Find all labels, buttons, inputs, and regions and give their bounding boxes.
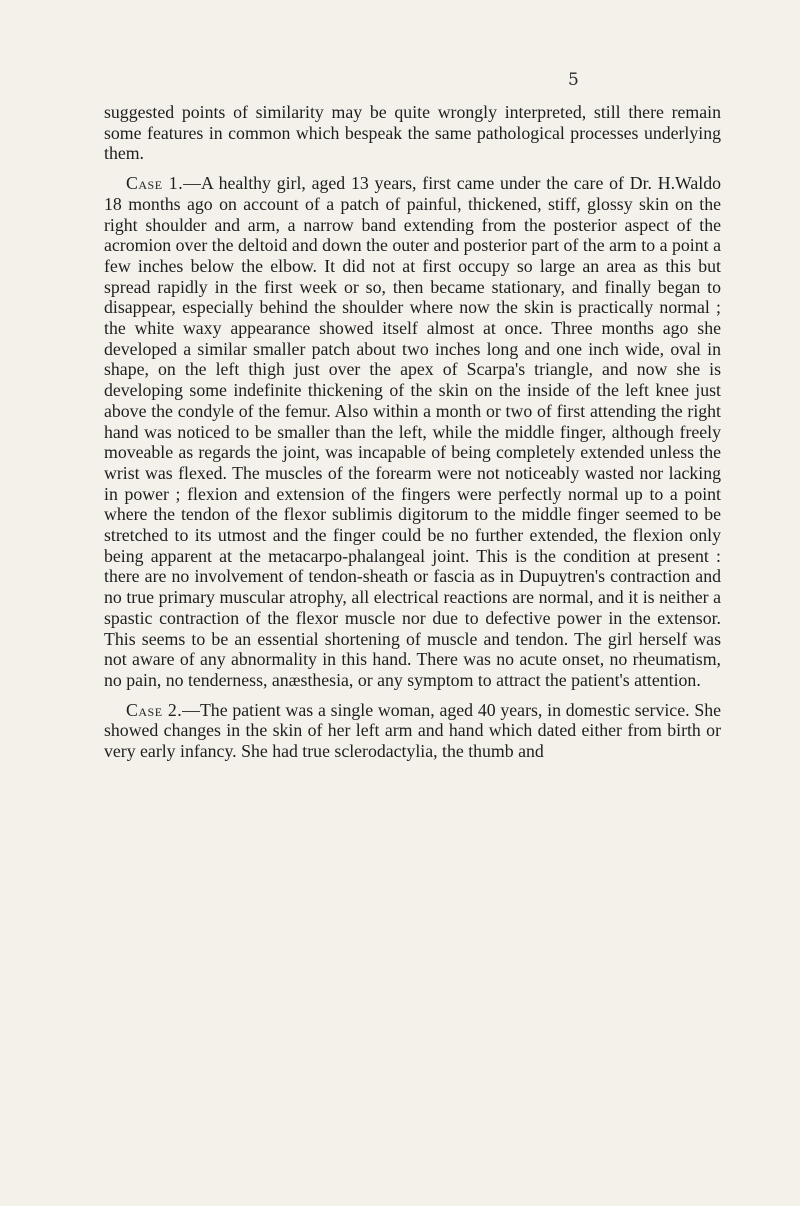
page-number: 5 (568, 70, 579, 90)
case-2-label: Case 2. (126, 699, 183, 720)
paragraph-case-2 (104, 700, 721, 762)
paragraph-intro-text: suggested points of similarity may be quite wrongly interpreted, still there remain some features in common which bespeak the same pathological processes underlying them. (104, 102, 721, 164)
paragraph-intro (104, 102, 721, 164)
paragraph-case-1-text: —A healthy girl, aged 13 years, first came under the care of Dr. H.Waldo 18 months ago on account of a patch of painful, thickened, stiff, glossy skin on the right shoulder and arm, a narrow band extending from the posterior aspect of the acromion over the deltoid and down the outer and posterior part of the arm to a point a few inches below the elbow. It did not at first occupy so large an area as this but spread rapidly in the first week or so, then became stationary, and finally began to disappear, especially behind the shoulder where now the skin is practically normal ; the white waxy appearance showed itself almost at once. Three months ago she developed a similar smaller patch about two inches long and one inch wide, oval in shape, on the left thigh just over the apex of Scarpa's triangle, and now she is developing some indefinite thickening of the skin on the inside of the left knee just above the condyle of the femur. Also within a month or two of first attending the right hand was noticed to be smaller than the left, while the middle finger, although freely moveable as regards the joint, was incapable of being completely extended unless the wrist was flexed. The muscles of the forearm were not noticeably wasted nor lacking in power ; flexion and extension of the fingers were perfectly normal up to a point where the tendon of the flexor sublimis digitorum to the middle finger seemed to be stretched to its utmost and the finger could be no further extended, the flexion only being apparent at the metacarpo-phalangeal joint. This is the condition at present : there are no involvement of tendon-sheath or fascia as in Dupuytren's contraction and no true primary muscular atrophy, all electrical reactions are normal, and it is neither a spastic contraction of the flexor muscle nor due to defective power in the extensor. This seems to be an essential shortening of muscle and tendon. The girl herself was not aware of any abnormality in this hand. There was no acute onset, no rheumatism, no pain, no tenderness, anæsthesia, or any symptom to attract the patient's attention. (104, 173, 722, 690)
case-1-label: Case 1. (126, 173, 184, 194)
body-text (104, 102, 721, 762)
paragraph-case-2-text: —The patient was a single woman, aged 40 years, in domestic service. She showed changes in the skin of her left arm and hand which dated either from birth or very early infancy. She had true sclerodactylia, the thumb and (104, 699, 721, 762)
paragraph-case-1 (104, 173, 721, 691)
